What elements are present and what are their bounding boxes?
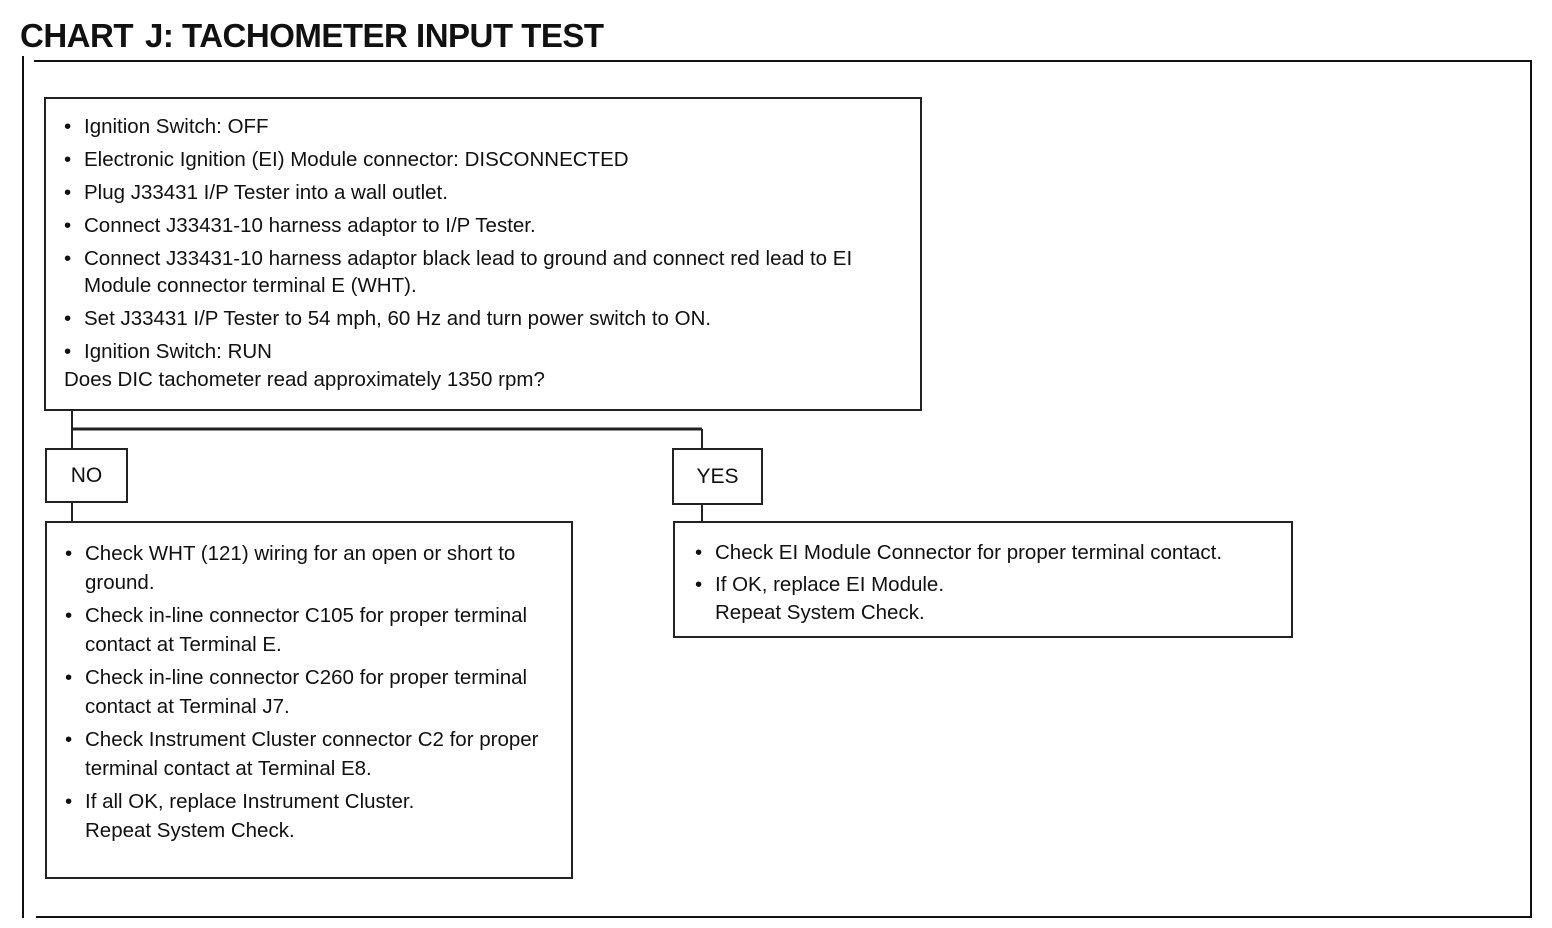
start-step: • Ignition Switch: OFF (64, 113, 902, 140)
yes-branch-box (673, 521, 1293, 638)
no-step: • Check in-line connector C260 for proper terminal contact at Terminal J7. (65, 663, 553, 721)
yes-step: • Check EI Module Connector for proper terminal contact. (695, 539, 1273, 567)
no-branch-label: NO (45, 448, 128, 503)
no-steps-list (65, 539, 553, 816)
yes-steps-list (695, 539, 1273, 599)
start-step: • Electronic Ignition (EI) Module connector: DISCONNECTED (64, 146, 902, 173)
start-step: • Connect J33431-10 harness adaptor to I/P Tester. (64, 212, 902, 239)
no-step: • Check WHT (121) wiring for an open or short to ground. (65, 539, 553, 597)
start-step: • Ignition Switch: RUN (64, 338, 902, 365)
chart-title-text: J: TACHOMETER INPUT TEST (144, 17, 604, 54)
chart-label: CHART (20, 17, 133, 54)
start-step: • Set J33431 I/P Tester to 54 mph, 60 Hz and turn power switch to ON. (64, 305, 902, 332)
no-branch-box (45, 521, 573, 879)
no-step: • Check Instrument Cluster connector C2 for proper terminal contact at Terminal E8. (65, 725, 553, 783)
start-test-box (44, 97, 922, 411)
no-step: • If all OK, replace Instrument Cluster. (65, 787, 553, 816)
no-step-repeat: Repeat System Check. (85, 819, 295, 842)
start-step: • Connect J33431-10 harness adaptor black lead to ground and connect red lead to EI Module connector terminal E (WHT). (64, 245, 902, 299)
start-steps-list (64, 113, 902, 365)
yes-step: • If OK, replace EI Module. (695, 571, 1273, 599)
no-step: • Check in-line connector C105 for proper terminal contact at Terminal E. (65, 601, 553, 659)
test-question: Does DIC tachometer read approximately 1350 rpm? (64, 368, 545, 391)
yes-branch-label: YES (672, 448, 763, 505)
yes-step-repeat: Repeat System Check. (715, 601, 925, 624)
start-step: • Plug J33431 I/P Tester into a wall outlet. (64, 179, 902, 206)
